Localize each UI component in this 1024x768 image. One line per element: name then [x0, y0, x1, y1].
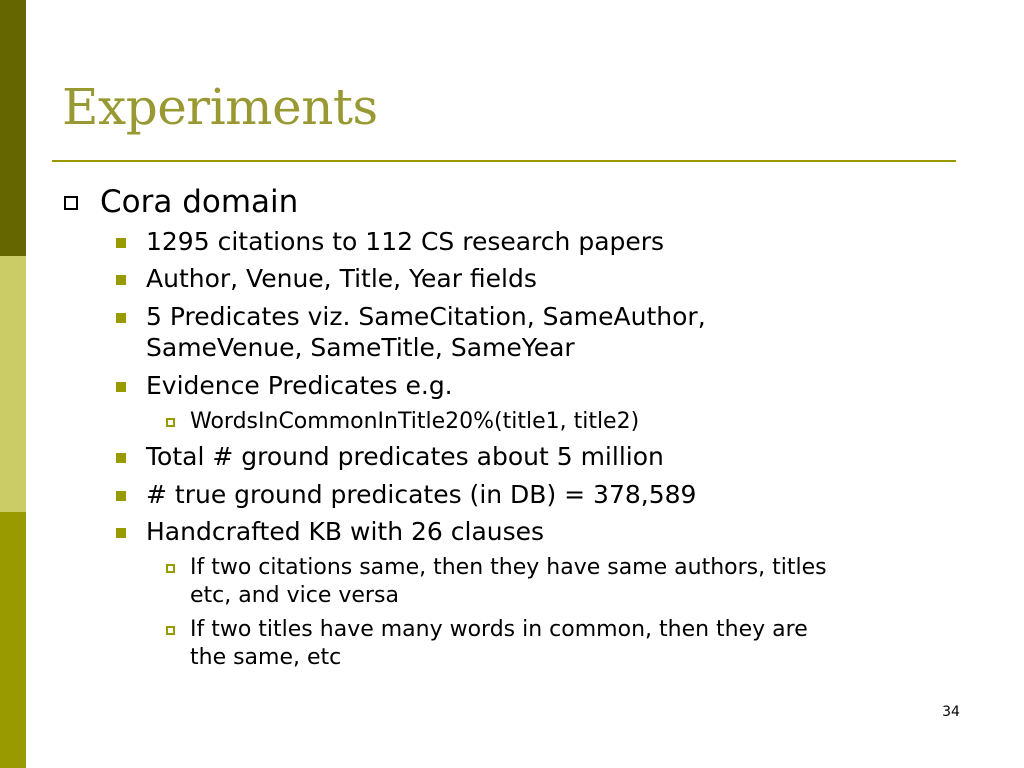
hollow-square-sub-bullet-icon	[166, 564, 175, 573]
slide-title: Experiments	[62, 78, 378, 136]
bullet-total-ground-predicates: Total # ground predicates about 5 million	[146, 442, 664, 471]
square-bullet-icon	[116, 528, 126, 538]
hollow-square-sub-bullet-icon	[166, 626, 175, 635]
page-number: 34	[942, 704, 960, 720]
hollow-square-bullet-icon	[64, 196, 78, 210]
square-bullet-icon	[116, 453, 126, 463]
sub-bullet-citations-rule-line2: etc, and vice versa	[190, 583, 399, 608]
square-bullet-icon	[116, 238, 126, 248]
bullet-evidence-predicates: Evidence Predicates e.g.	[146, 371, 453, 400]
sub-bullet-titles-rule-line1: If two titles have many words in common, then they are	[190, 617, 808, 642]
square-bullet-icon	[116, 313, 126, 323]
bullet-predicates-line1: 5 Predicates viz. SameCitation, SameAuthor,	[146, 302, 706, 331]
title-divider	[52, 160, 956, 162]
square-bullet-icon	[116, 275, 126, 285]
side-bar-segment-bottom	[0, 512, 26, 768]
square-bullet-icon	[116, 491, 126, 501]
square-bullet-icon	[116, 382, 126, 392]
bullet-fields: Author, Venue, Title, Year fields	[146, 264, 537, 293]
side-bar-segment-middle	[0, 256, 26, 512]
bullet-citations: 1295 citations to 112 CS research papers	[146, 227, 665, 256]
sub-bullet-words-in-common: WordsInCommonInTitle20%(title1, title2)	[190, 409, 640, 434]
hollow-square-sub-bullet-icon	[166, 418, 175, 427]
bullet-predicates-line2: SameVenue, SameTitle, SameYear	[146, 333, 575, 362]
side-bar-segment-top	[0, 0, 26, 256]
sub-bullet-citations-rule-line1: If two citations same, then they have same authors, titles	[190, 555, 827, 580]
bullet-true-ground-predicates: # true ground predicates (in DB) = 378,589	[146, 480, 697, 509]
bullet-handcrafted-kb: Handcrafted KB with 26 clauses	[146, 517, 545, 546]
decorative-side-bar	[0, 0, 26, 768]
bullet-cora-domain: Cora domain	[100, 184, 299, 220]
sub-bullet-titles-rule-line2: the same, etc	[190, 645, 342, 670]
